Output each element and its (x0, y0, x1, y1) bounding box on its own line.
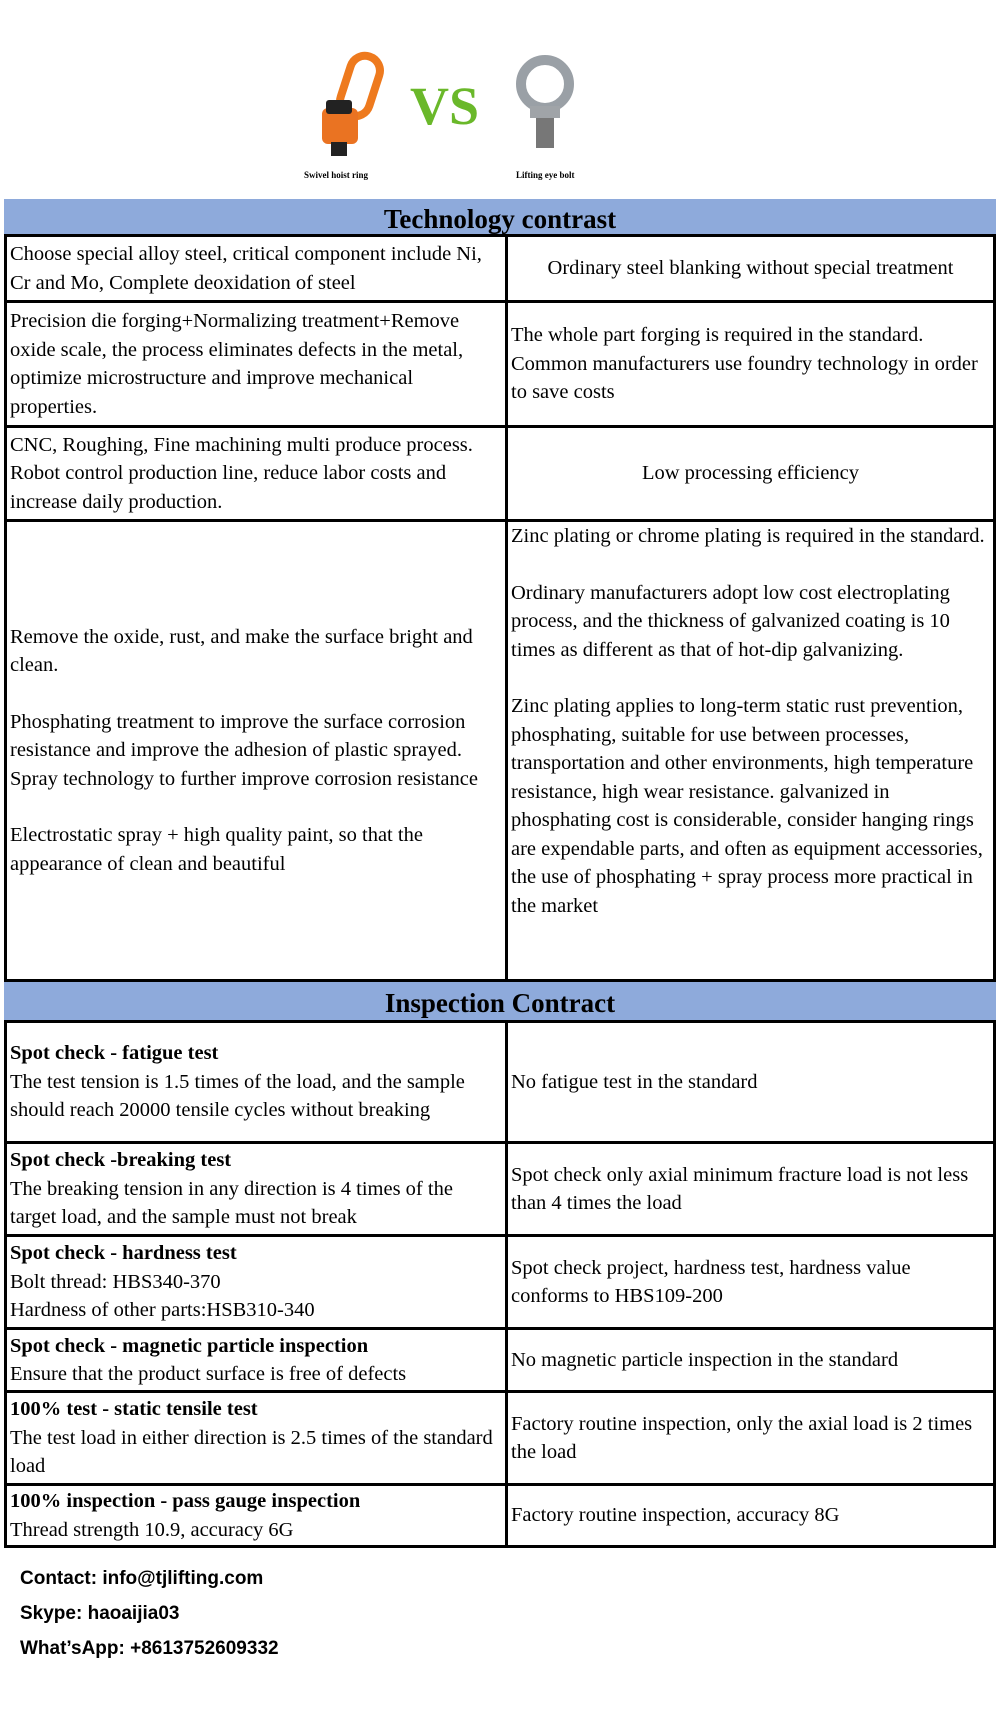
technology-contrast-title: Technology contrast (4, 199, 996, 235)
table-row (6, 302, 995, 427)
paragraph: Ordinary manufacturers adopt low cost electroplating process, and the thickness of galvanized coating is 10 times as different as that of hot-dip galvanizing. (511, 581, 950, 661)
eye-bolt-cell (507, 521, 995, 981)
table-row (6, 1329, 995, 1392)
technology-table (4, 234, 996, 982)
paragraph: Electrostatic spray + high quality paint, so that the appearance of clean and beautiful (10, 824, 423, 875)
eye-bolt-cell: No magnetic particle inspection in the standard (507, 1329, 995, 1392)
test-heading: 100% test - static tensile test (10, 1398, 258, 1421)
table-row (6, 1022, 995, 1143)
table-row (6, 521, 995, 981)
test-description: The test tension is 1.5 times of the load, and the sample should reach 20000 tensile cycles without breaking (10, 1070, 465, 1122)
contact-whatsapp: What’sApp: +8613752609332 (20, 1638, 279, 1659)
test-heading: Spot check -breaking test (10, 1149, 232, 1172)
swivel-cell: Choose special alloy steel, critical component include Ni, Cr and Mo, Complete deoxidation of steel (6, 236, 507, 302)
eye-bolt-cell: Factory routine inspection, only the axial load is 2 times the load (507, 1392, 995, 1485)
swivel-cell (6, 1236, 507, 1329)
swivel-cell (6, 1392, 507, 1485)
eye-bolt-cell: Spot check project, hardness test, hardness value conforms to HBS109-200 (507, 1236, 995, 1329)
swivel-cell (6, 1022, 507, 1143)
lifting-eye-bolt-image (510, 52, 580, 152)
eye-bolt-cell: The whole part forging is required in the standard. Common manufacturers use foundry technology in order to save costs (507, 302, 995, 427)
eye-bolt-cell: No fatigue test in the standard (507, 1022, 995, 1143)
table-row (6, 1392, 995, 1485)
swivel-hoist-ring-image (310, 50, 390, 160)
eye-bolt-cell: Factory routine inspection, accuracy 8G (507, 1485, 995, 1547)
test-description: The test load in either direction is 2.5 times of the standard load (10, 1426, 493, 1478)
swivel-cell (6, 521, 507, 981)
table-row (6, 1143, 995, 1236)
contact-skype: Skype: haoaijia03 (20, 1603, 180, 1624)
test-description: Thread strength 10.9, accuracy 6G (10, 1518, 294, 1541)
swivel-cell (6, 1329, 507, 1392)
table-row (6, 1485, 995, 1547)
swivel-cell: CNC, Roughing, Fine machining multi produce process. Robot control production line, reduce labor costs and increase daily production. (6, 427, 507, 521)
vs-label: VS (410, 76, 480, 136)
eye-bolt-cell: Spot check only axial minimum fracture load is not less than 4 times the load (507, 1143, 995, 1236)
test-heading: 100% inspection - pass gauge inspection (10, 1490, 361, 1512)
eye-bolt-cell: Low processing efficiency (507, 427, 995, 521)
paragraph: Zinc plating applies to long-term static rust prevention, phosphating, suitable for use between processes, transportation and other environments, high temperature resistance, high wear resistance. galvanized in phosphating cost is considerable, consider hanging rings are expendable parts, and often as equipment accessories, the use of phosphating + spray process more practical in the market (511, 695, 983, 917)
eye-bolt-cell: Ordinary steel blanking without special treatment (507, 236, 995, 302)
swivel-cell (6, 1143, 507, 1236)
test-description: Ensure that the product surface is free of defects (10, 1363, 407, 1385)
test-description: The breaking tension in any direction is 4 times of the target load, and the sample must not break (10, 1177, 453, 1229)
paragraph: Phosphating treatment to improve the surface corrosion resistance and improve the adhesion of plastic sprayed. Spray technology to further improve corrosion resistance (10, 710, 478, 790)
test-heading: Spot check - hardness test (10, 1242, 237, 1265)
inspection-table (4, 1020, 996, 1548)
inspection-contract-title: Inspection Contract (4, 982, 996, 1020)
swivel-cell: Precision die forging+Normalizing treatment+Remove oxide scale, the process eliminates defects in the metal, optimize microstructure and improve mechanical properties. (6, 302, 507, 427)
table-row (6, 427, 995, 521)
table-row (6, 1236, 995, 1329)
swivel-cell (6, 1485, 507, 1547)
table-row (6, 236, 995, 302)
comparison-header (0, 0, 1000, 199)
test-description: Bolt thread: HBS340-370 Hardness of other parts:HSB310-340 (10, 1270, 315, 1322)
test-heading: Spot check - fatigue test (10, 1042, 219, 1065)
contact-email: Contact: info@tjlifting.com (20, 1568, 264, 1589)
paragraph: Zinc plating or chrome plating is required in the standard. (511, 525, 985, 547)
paragraph: Remove the oxide, rust, and make the surface bright and clean. (10, 625, 473, 677)
lifting-eye-bolt-caption: Lifting eye bolt (516, 170, 575, 180)
test-heading: Spot check - magnetic particle inspection (10, 1334, 369, 1357)
swivel-hoist-ring-caption: Swivel hoist ring (304, 170, 369, 180)
